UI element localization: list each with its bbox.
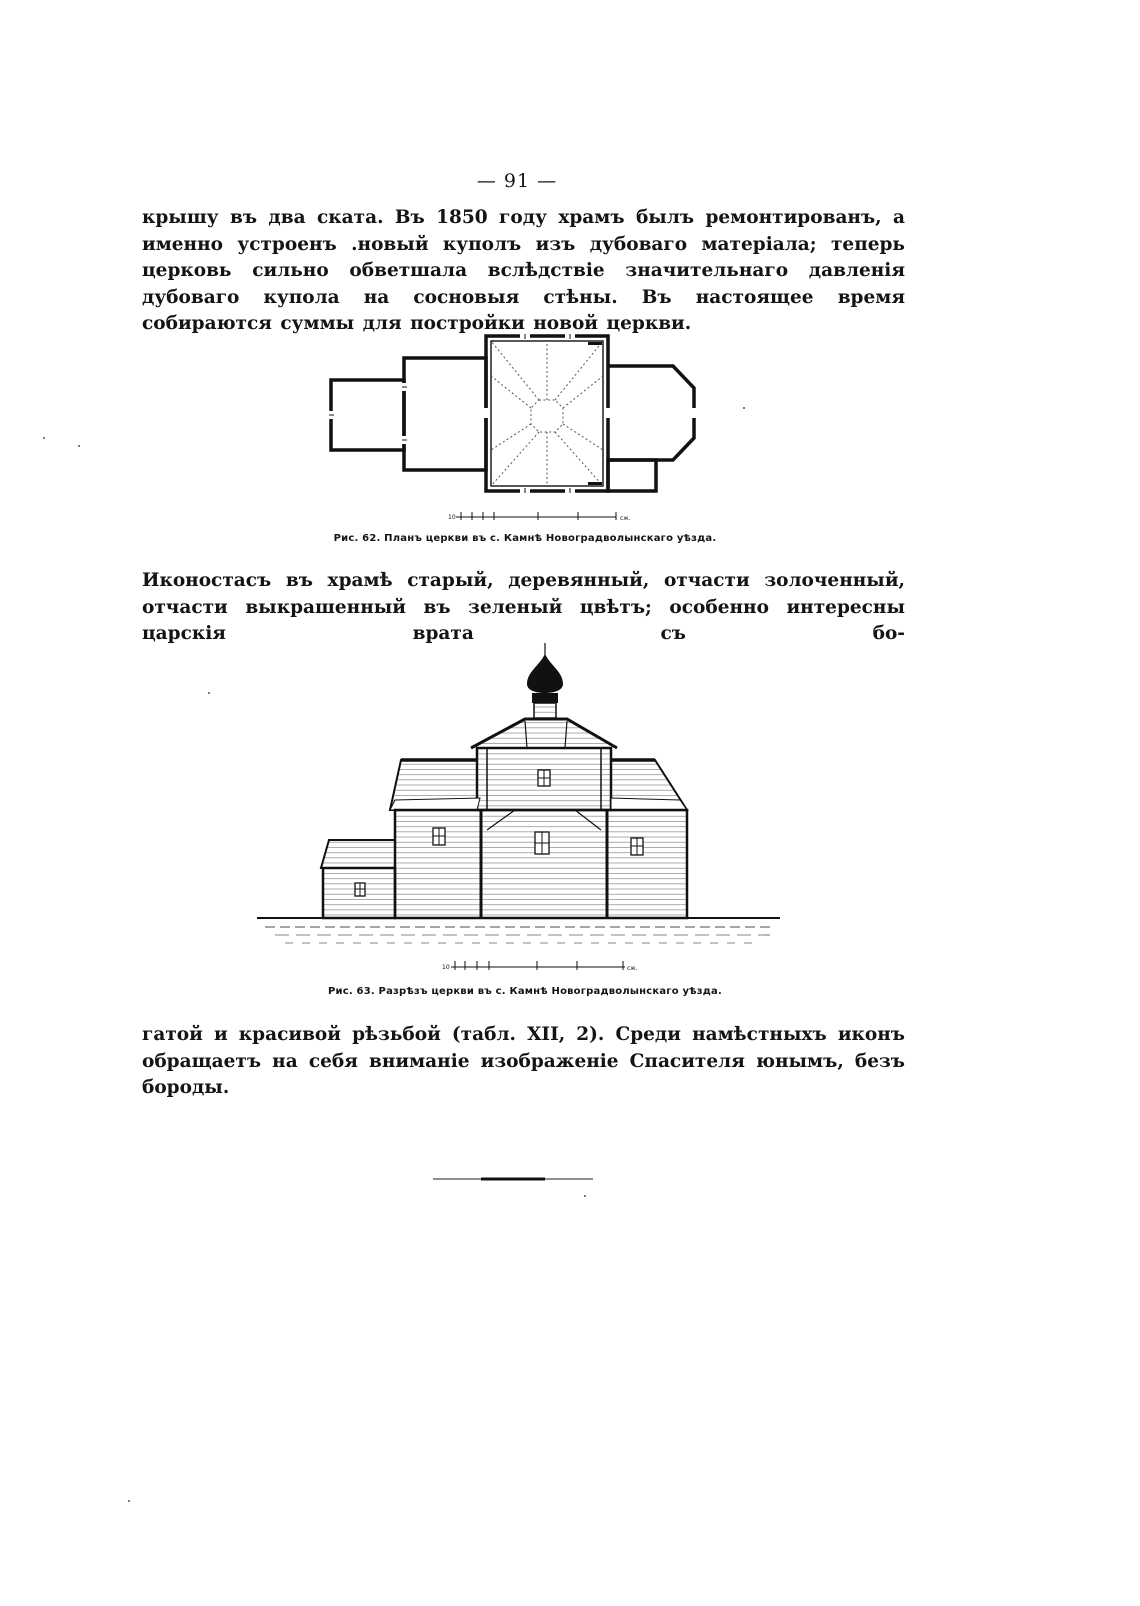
section-central-roof xyxy=(471,719,617,748)
plan-scale-start-label: 10 xyxy=(448,514,456,521)
plan-narthex xyxy=(404,358,486,470)
plan-west-porch xyxy=(331,380,404,450)
scan-speck xyxy=(128,1500,130,1502)
scan-speck xyxy=(584,1195,586,1197)
section-scale-start-label: 10 xyxy=(442,964,450,971)
section-porch-roof xyxy=(321,840,395,868)
plan-scale-bar xyxy=(456,512,616,520)
paragraph-1: крышу въ два ската. Въ 1850 году храмъ былъ ремонтированъ, а именно устроенъ .новый куполъ изъ дубоваго матеріала; теперь церковь сильно обветшала вслѣдствіе значительнаго давленія дубоваго купола на сосновыя стѣны. Въ настоящее время собираются суммы для постройки новой церкви. xyxy=(142,207,905,334)
section-onion-cupola xyxy=(527,654,563,693)
figure-63-caption: Рис. 63. Разрѣзъ церкви въ с. Камнѣ Новоградволынскаго уѣзда. xyxy=(328,986,722,997)
plan-vault-lines xyxy=(491,341,603,486)
scan-speck xyxy=(78,445,80,447)
paragraph-3: гатой и красивой рѣзьбой (табл. XII, 2). Среди намѣстныхъ иконъ обращаетъ на себя вниманіе изображеніе Спасителя юнымъ, безъ бороды. xyxy=(142,1024,905,1098)
end-rule-ornament xyxy=(433,1175,593,1183)
plan-sacristy xyxy=(608,460,656,491)
paragraph-2: Иконостасъ въ храмѣ старый, деревянный, отчасти золоченный, отчасти выкрашенный въ зеленый цвѣтъ; особенно интересны царскія врата съ бо- xyxy=(142,570,905,644)
section-scale-bar xyxy=(451,961,625,970)
plan-apse xyxy=(608,366,694,460)
scan-speck xyxy=(43,437,45,439)
section-main-body xyxy=(395,810,687,918)
page-number: — 91 — xyxy=(476,170,558,192)
church-plan-figure xyxy=(320,330,740,535)
scan-speck xyxy=(743,407,745,409)
scan-speck xyxy=(208,692,210,694)
section-scale-end-label: сж. xyxy=(627,965,638,972)
church-section-figure xyxy=(255,640,785,980)
section-ground xyxy=(257,918,780,943)
figure-62-caption: Рис. 62. Планъ церкви въ с. Камнѣ Новоградволынскаго уѣзда. xyxy=(333,533,717,544)
plan-scale-end-label: сж. xyxy=(620,515,631,522)
